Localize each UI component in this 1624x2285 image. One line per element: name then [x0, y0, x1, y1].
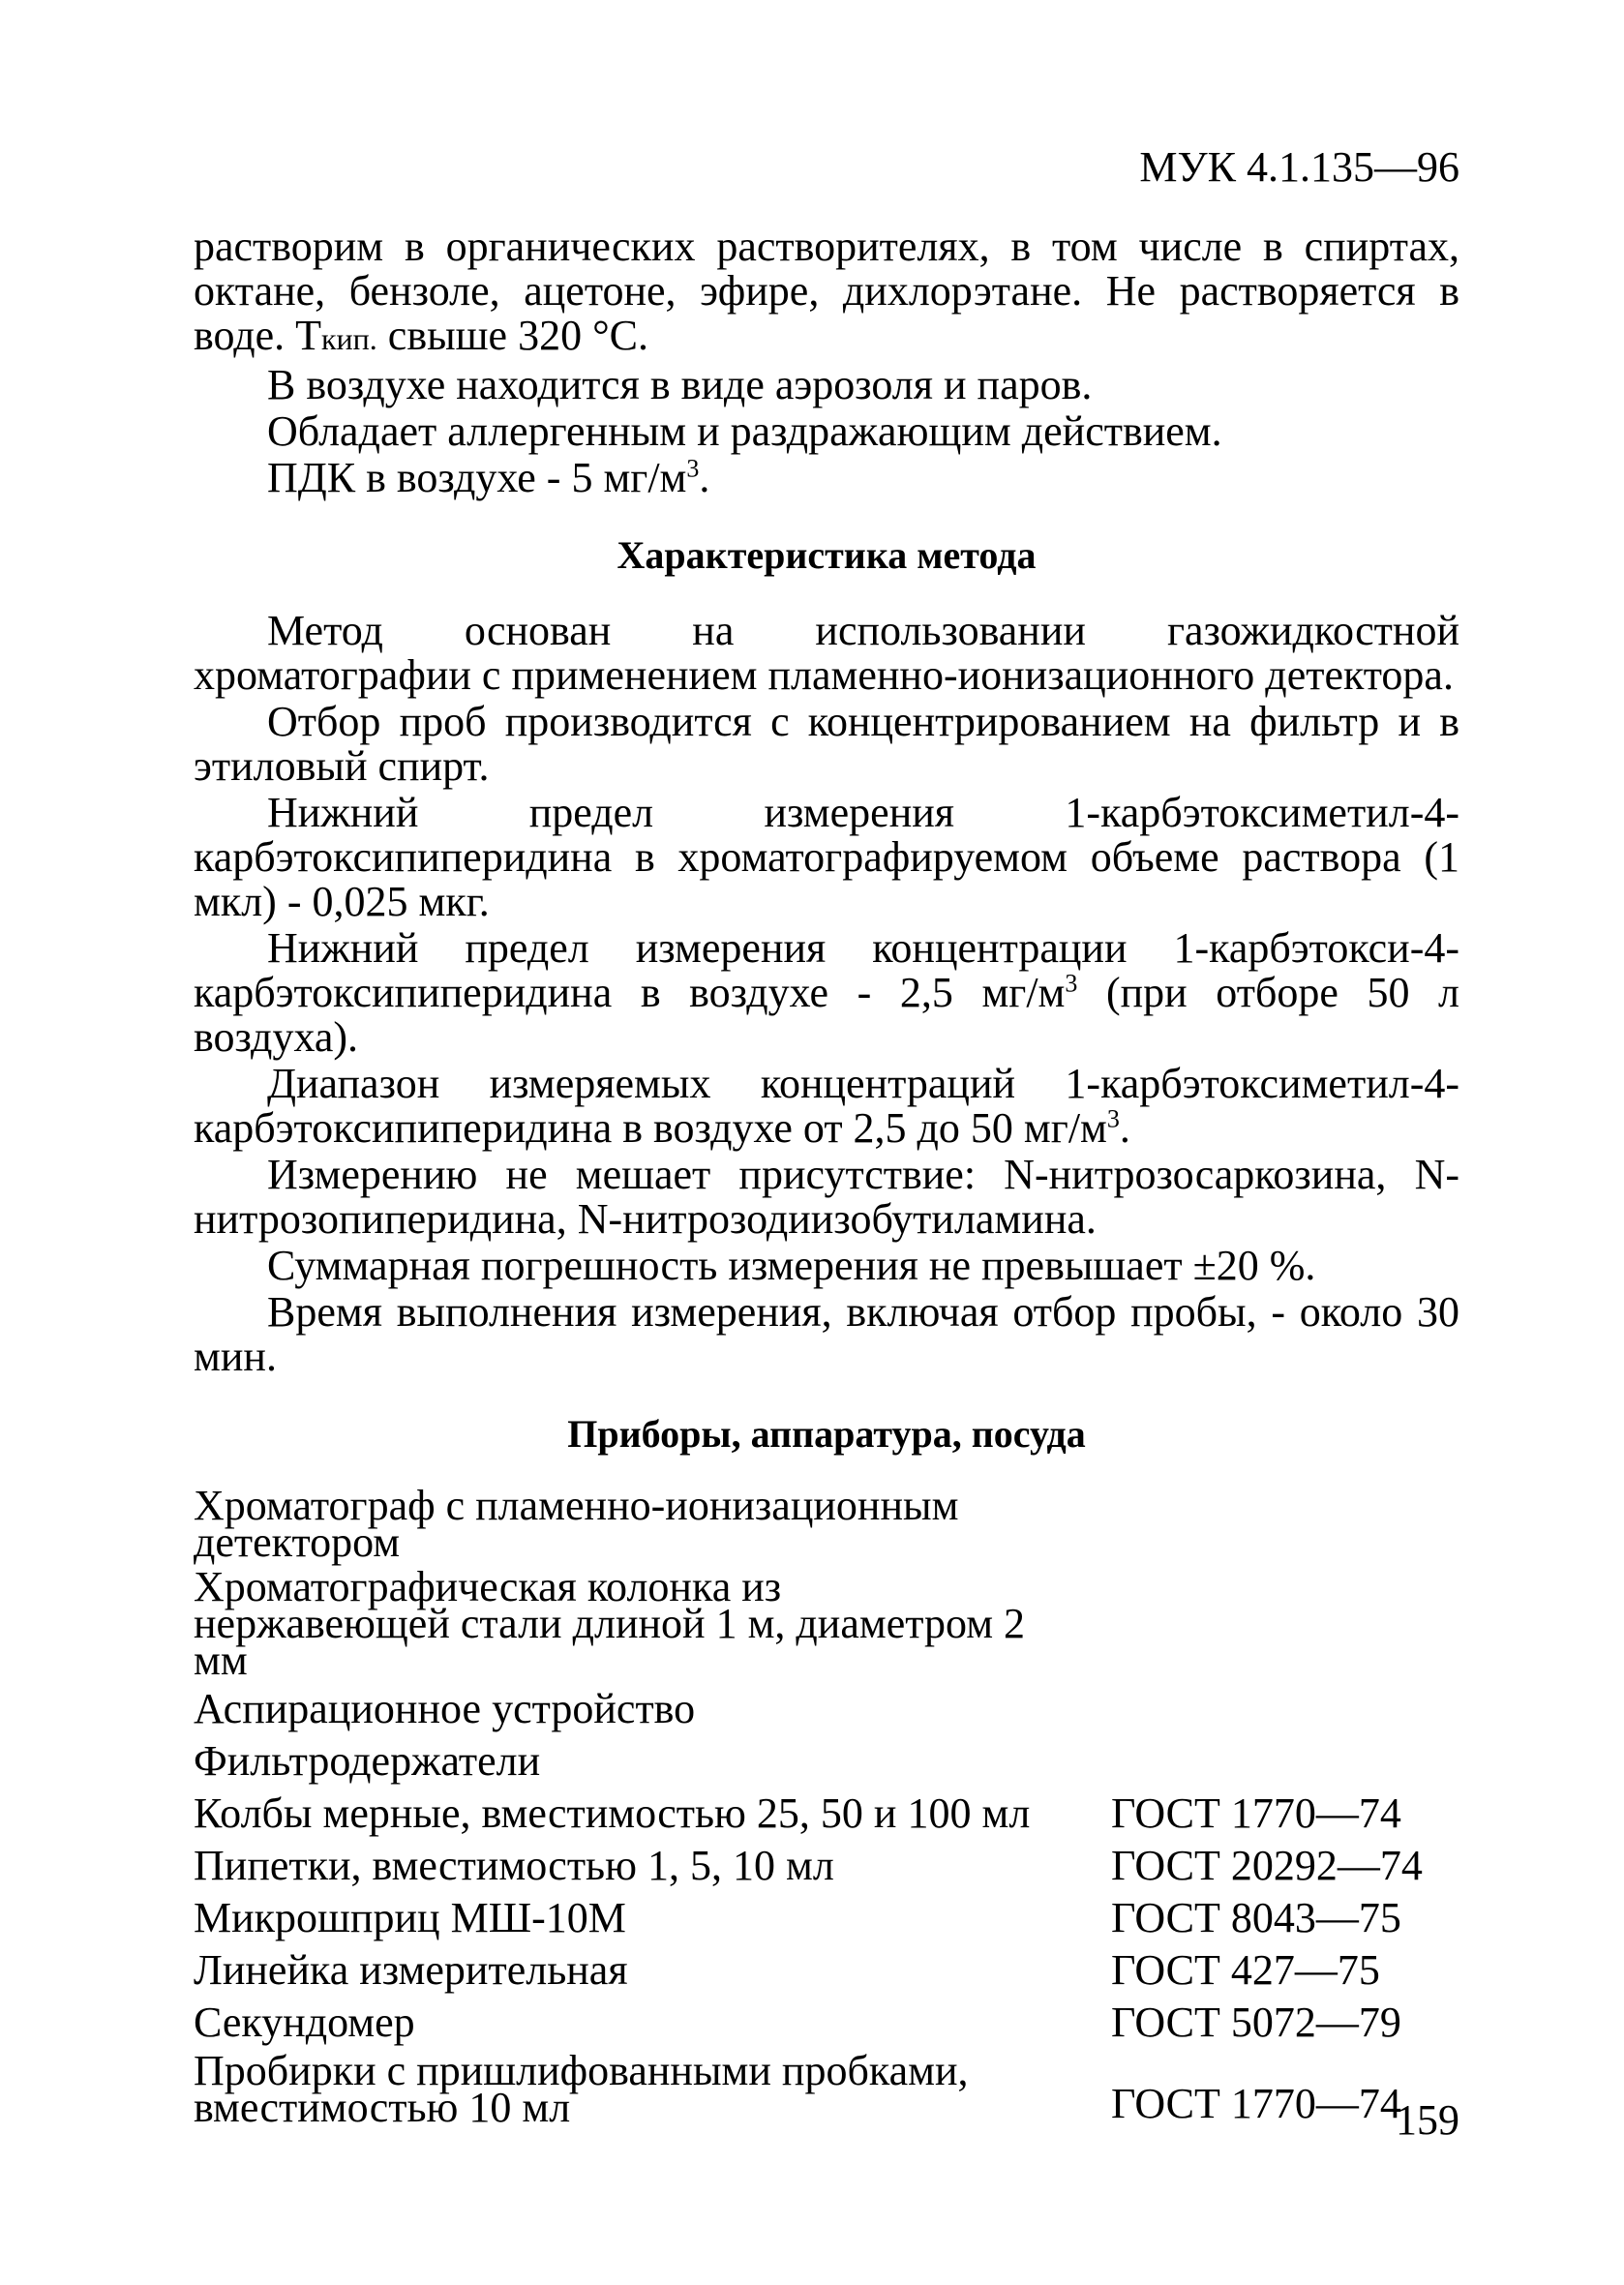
method-paragraph-duration: Время выполнения измерения, включая отбор пробы, - около 30 мин.	[194, 1288, 1459, 1380]
list-item	[194, 2000, 1459, 2045]
equipment-list	[194, 1482, 1459, 2131]
equipment-name: Колбы мерные, вместимостью 25, 50 и 100 мл	[194, 1789, 1031, 1837]
lower-limit-air-text: Нижний предел измерения концентрации 1-карбэтокси-4-карбэтоксипиперидина в воздухе - 2,5 мг/м	[194, 924, 1459, 1016]
page-number: 159	[1396, 2096, 1459, 2144]
list-item	[194, 1948, 1459, 1993]
pdk-text: ПДК в воздухе - 5 мг/м	[267, 454, 687, 501]
intro-paragraph-solubility	[194, 225, 1459, 361]
document-code-header: МУК 4.1.135—96	[1139, 143, 1459, 191]
equipment-name: Пипетки, вместимостью 1, 5, 10 мл	[194, 1842, 834, 1889]
list-item	[194, 1687, 1459, 1731]
section-title-equipment: Приборы, аппаратура, посуда	[567, 1412, 1086, 1456]
equipment-name: Секундомер	[194, 1999, 415, 2046]
equipment-name: Хроматограф с пламенно-ионизационным детектором	[194, 1482, 959, 1566]
method-paragraph-basis: Метод основан на использовании газожидкостной хроматографии с применением пламенно-ионизационного детектора.	[194, 607, 1459, 699]
lower-limit-air-tail: (при отборе 50 л воздуха).	[194, 969, 1459, 1061]
equipment-standard: ГОСТ 8043—75	[1111, 1894, 1401, 1941]
equipment-standard: ГОСТ 427—75	[1111, 1946, 1380, 1994]
equipment-name: Аспирационное устройство	[194, 1685, 696, 1732]
equipment-name: Пробирки с пришлифованными пробками, вместимостью 10 мл	[194, 2047, 969, 2131]
equipment-name: Линейка измерительная	[194, 1946, 628, 1994]
list-item	[194, 1482, 1459, 1566]
list-item	[194, 1896, 1459, 1940]
pdk-tail: .	[699, 454, 710, 501]
equipment-name: Хроматографическая колонка из нержавеющей стали длиной 1 м, диаметром 2 мм	[194, 1563, 1026, 1684]
equipment-standard: ГОСТ 5072—79	[1111, 1999, 1401, 2046]
equipment-standard: ГОСТ 20292—74	[1111, 1842, 1423, 1889]
lower-limit-air-superscript: 3	[1065, 969, 1078, 998]
equipment-standard: ГОСТ 1770—74	[1111, 2080, 1401, 2127]
list-item	[194, 1739, 1459, 1784]
equipment-standard: ГОСТ 1770—74	[1111, 1789, 1401, 1837]
intro-paragraph-air-state: В воздухе находится в виде аэрозоля и паров.	[267, 361, 1093, 408]
intro-paragraph-pdk	[194, 456, 1459, 500]
list-item	[194, 2047, 1459, 2131]
method-paragraph-range	[194, 1062, 1459, 1151]
section-title-method: Характеристика метода	[617, 533, 1037, 577]
list-item	[194, 1563, 1459, 1684]
list-item	[194, 1791, 1459, 1836]
method-paragraph-lower-limit-solution: Нижний предел измерения 1-карбэтоксиметил-4-карбэтоксипиперидина в хроматографируемом объеме раствора (1 мкл) - 0,025 мкг.	[194, 789, 1459, 925]
range-superscript: 3	[1106, 1104, 1120, 1133]
pdk-superscript: 3	[686, 454, 700, 483]
intro-paragraph-effect: Обладает аллергенным и раздражающим действием.	[267, 407, 1222, 455]
intro-solubility-text: растворим в органических растворителях, в том числе в спиртах, октане, бензоле, ацетоне, эфире, дихлорэтане. Не растворяется в воде. Т	[194, 223, 1459, 359]
list-item	[194, 1844, 1459, 1888]
range-text: Диапазон измеряемых концентраций 1-карбэтоксиметил-4-карбэтоксипиперидина в воздухе от 2,5 до 50 мг/м	[194, 1060, 1459, 1152]
equipment-name: Фильтродержатели	[194, 1737, 541, 1785]
method-paragraph-sampling: Отбор проб производится с концентрированием на фильтр и в этиловый спирт.	[194, 698, 1459, 790]
method-paragraph-error: Суммарная погрешность измерения не превышает ±20 %.	[267, 1242, 1316, 1289]
method-paragraph-lower-limit-air	[194, 926, 1459, 1060]
intro-boiling-value: свыше 320 °С.	[376, 312, 649, 359]
method-paragraph-interference: Измерению не мешает присутствие: N-нитрозосаркозина, N-нитрозопиперидина, N-нитрозодиизобутиламина.	[194, 1151, 1459, 1243]
range-tail: .	[1119, 1104, 1130, 1152]
equipment-name: Микрошприц МШ-10М	[194, 1894, 626, 1941]
boiling-subscript: кип.	[321, 321, 377, 356]
